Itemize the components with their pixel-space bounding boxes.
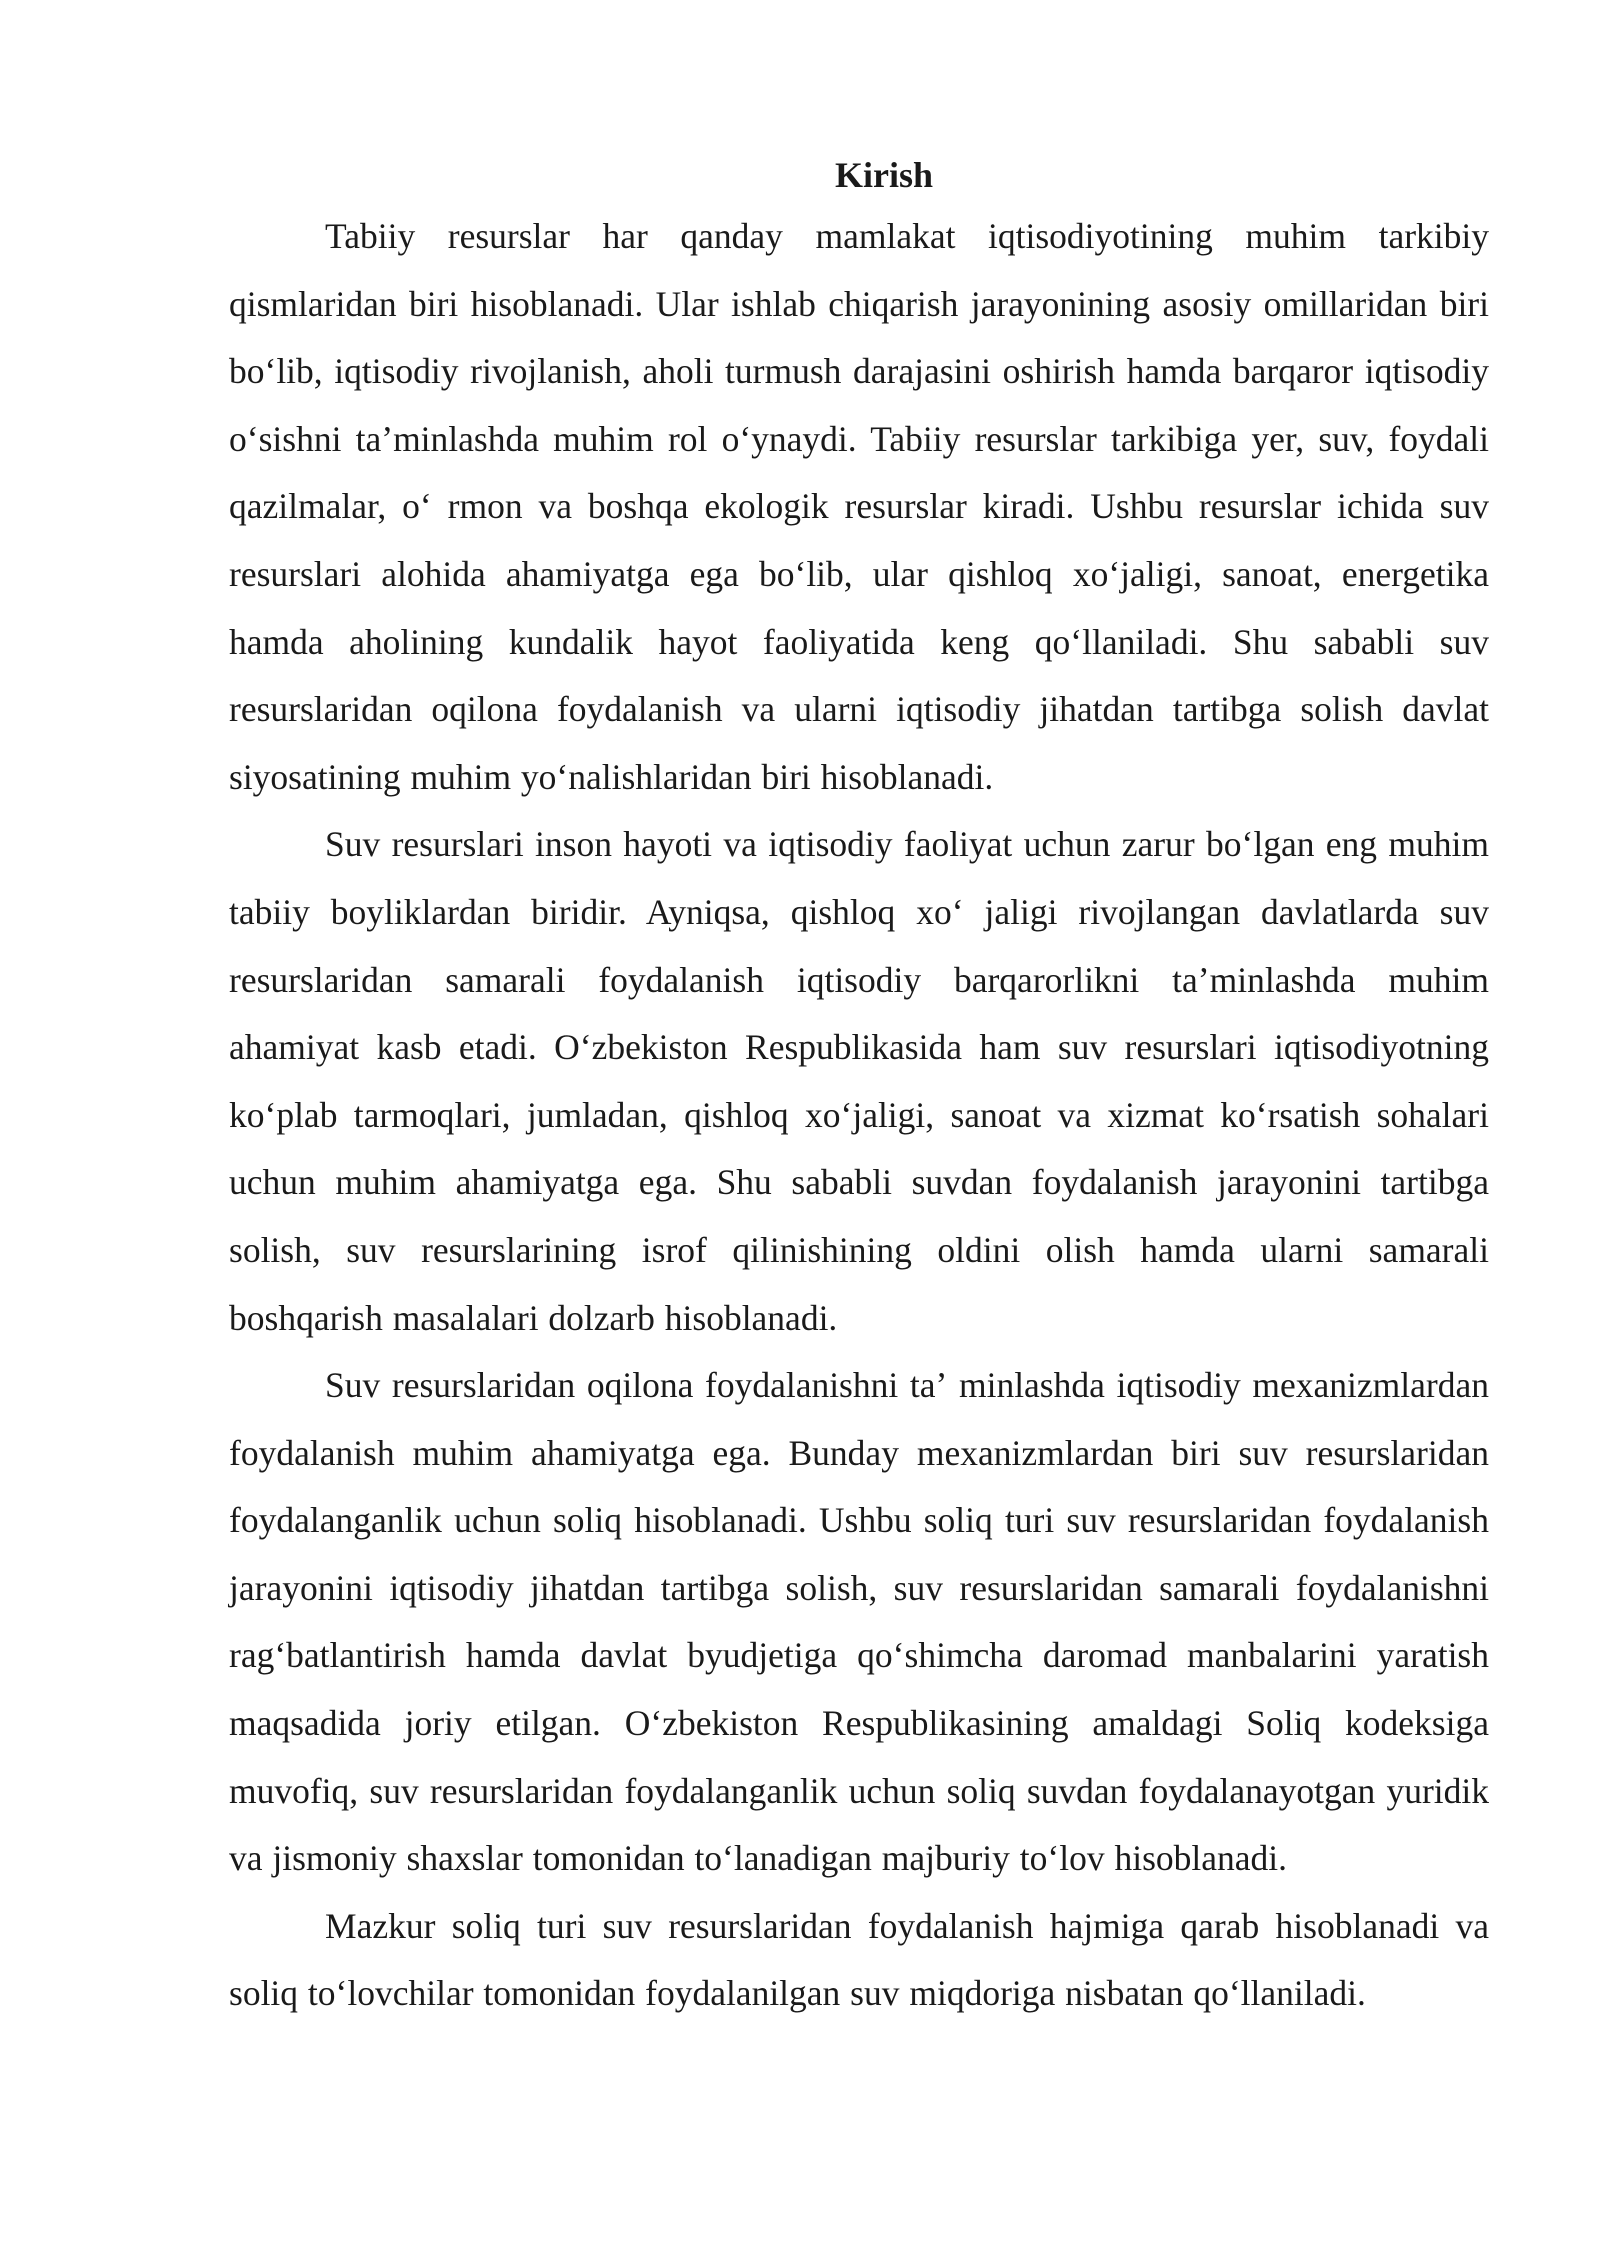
paragraph-1: Tabiiy resurslar har qanday mamlakat iqtisodiyotining muhim tarkibiy qismlaridan biri hisoblanadi. Ular ishlab chiqarish jarayonining asosiy omillaridan biri boʻlib, iqtisodiy rivojlanish, aholi turmush darajasini oshirish hamda barqaror iqtisodiy oʻsishni taʼminlashda muhim rol oʻynaydi. Tabiiy resurslar tarkibiga yer, suv, foydali qazilmalar, oʻ rmon va boshqa ekologik resurslar kiradi. Ushbu resurslar ichida suv resurslari alohida ahamiyatga ega boʻlib, ular qishloq xoʻjaligi, sanoat, energetika hamda aholining kundalik hayot faoliyatida keng qoʻllaniladi. Shu sababli suv resurslaridan oqilona foydalanish va ularni iqtisodiy jihatdan tartibga solish davlat siyosatining muhim yoʻnalishlaridan biri hisoblanadi. — [229, 216, 1489, 797]
paragraph-4: Mazkur soliq turi suv resurslaridan foydalanish hajmiga qarab hisoblanadi va soliq toʻlovchilar tomonidan foydalanilgan suv miqdoriga nisbatan qoʻllaniladi. — [229, 1905, 1489, 2014]
paragraph-3: Suv resurslaridan oqilona foydalanishni taʼ minlashda iqtisodiy mexanizmlardan foydalanish muhim ahamiyatga ega. Bunday mexanizmlardan biri suv resurslaridan foydalanganlik uchun soliq hisoblanadi. Ushbu soliq turi suv resurslaridan foydalanish jarayonini iqtisodiy jihatdan tartibga solish, suv resurslaridan samarali foydalanishni ragʻbatlantirish hamda davlat byudjetiga qoʻshimcha daromad manbalarini yaratish maqsadida joriy etilgan. Oʻzbekiston Respublikasining amaldagi Soliq kodeksiga muvofiq, suv resurslaridan foydalanganlik uchun soliq suvdan foydalanayotgan yuridik va jismoniy shaxslar tomonidan toʻlanadigan majburiy toʻlov hisoblanadi. — [229, 1365, 1489, 1879]
document-title: Kirish — [834, 155, 933, 195]
document-body — [229, 148, 1489, 2028]
paragraph-2: Suv resurslari inson hayoti va iqtisodiy faoliyat uchun zarur boʻlgan eng muhim tabiiy boyliklardan biridir. Ayniqsa, qishloq xoʻ jaligi rivojlangan davlatlarda suv resurslaridan samarali foydalanish iqtisodiy barqarorlikni taʼminlashda muhim ahamiyat kasb etadi. Oʻzbekiston Respublikasida ham suv resurslari iqtisodiyotning koʻplab tarmoqlari, jumladan, qishloq xoʻjaligi, sanoat va xizmat koʻrsatish sohalari uchun muhim ahamiyatga ega. Shu sababli suvdan foydalanish jarayonini tartibga solish, suv resurslarining isrof qilinishining oldini olish hamda ularni samarali boshqarish masalalari dolzarb hisoblanadi. — [229, 824, 1489, 1338]
